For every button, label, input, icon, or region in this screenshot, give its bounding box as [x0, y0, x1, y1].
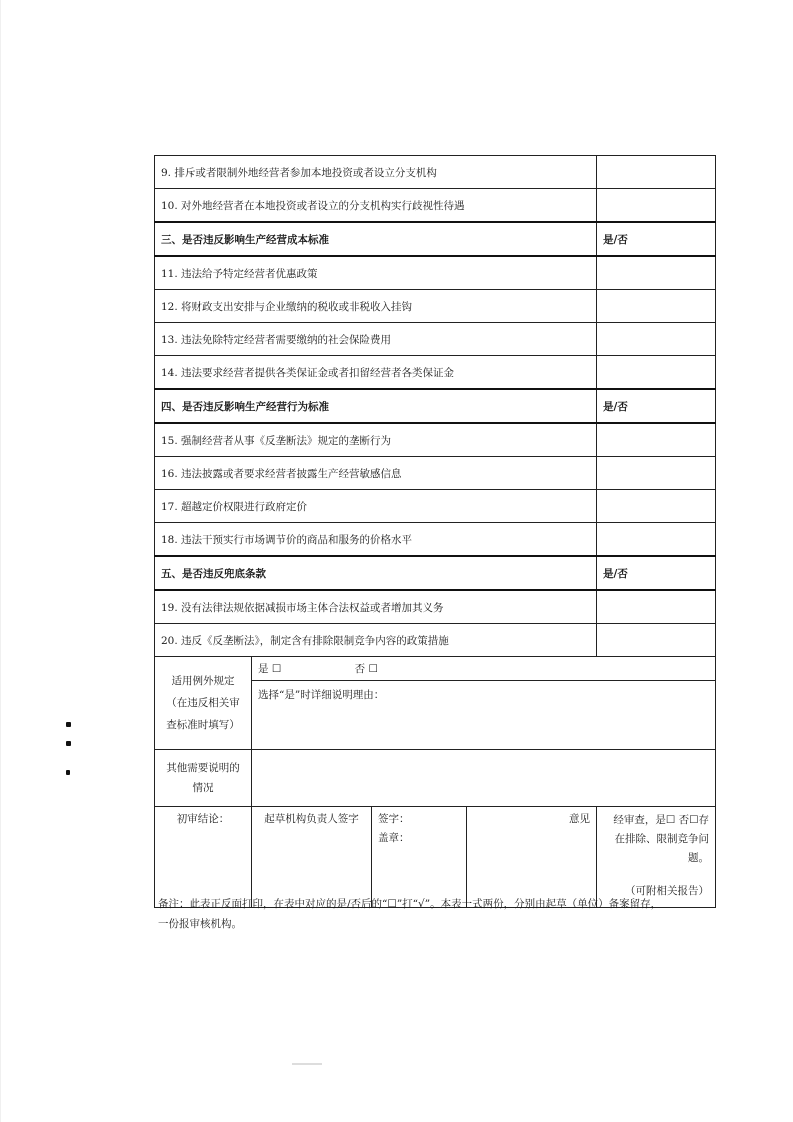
row-label: 13. 违法免除特定经营者需要缴纳的社会保险费用	[155, 323, 597, 356]
footnote: 备注：此表正反面打印，在表中对应的是/否后的“☐”打“√”。本表一式两份，分别由起草（单位）备案留存， 一份报审核机构。	[158, 898, 662, 930]
answer-cell[interactable]	[597, 256, 716, 290]
other-notes-row	[155, 750, 716, 807]
section-header	[155, 222, 716, 256]
answer-cell[interactable]	[597, 323, 716, 356]
table-row	[155, 423, 716, 457]
table-row	[155, 356, 716, 390]
answer-cell[interactable]	[597, 624, 716, 657]
table-row	[155, 290, 716, 323]
answer-cell[interactable]	[597, 490, 716, 523]
section-title: 三、是否违反影响生产经营成本标准	[155, 222, 597, 256]
table-row	[155, 523, 716, 557]
sign-label: 签字：	[378, 813, 410, 825]
review-result-checkbox[interactable]: 经审查，是☐ 否☐存	[613, 814, 710, 826]
row-label: 11. 违法给予特定经营者优惠政策	[155, 256, 597, 290]
answer-cell[interactable]	[597, 290, 716, 323]
binding-mark	[66, 722, 71, 727]
answer-cell[interactable]	[597, 189, 716, 223]
other-notes-field[interactable]	[252, 750, 716, 807]
table-row	[155, 457, 716, 490]
review-result: 经审查，是☐ 否☐存 在排除、限制竞争问 题。 （可附相关报告）	[597, 807, 716, 908]
exception-options	[252, 657, 716, 681]
table-row	[155, 624, 716, 657]
row-label: 12. 将财政支出安排与企业缴纳的税收或非税收入挂钩	[155, 290, 597, 323]
binding-mark	[66, 770, 70, 775]
answer-cell[interactable]	[597, 590, 716, 624]
row-label: 16. 违法披露或者要求经营者披露生产经营敏感信息	[155, 457, 597, 490]
table-row	[155, 490, 716, 523]
table-row	[155, 156, 716, 189]
attach-note: （可附相关报告）	[625, 885, 710, 897]
section-answer-label: 是/否	[597, 556, 716, 590]
section-answer-label: 是/否	[597, 222, 716, 256]
section-header	[155, 556, 716, 590]
review-form-table	[154, 155, 716, 908]
row-label: 19. 没有法律法规依据减损市场主体合法权益或者增加其义务	[155, 590, 597, 624]
seal-label: 盖章：	[378, 832, 410, 844]
signature-field[interactable]	[372, 807, 467, 908]
answer-cell[interactable]	[597, 423, 716, 457]
binding-mark	[66, 741, 71, 746]
exception-reason-prompt: 选择“是”时详细说明理由：	[258, 689, 385, 701]
scan-smudge	[292, 1063, 322, 1065]
table-row	[155, 189, 716, 223]
row-label: 14. 违法要求经营者提供各类保证金或者扣留经营者各类保证金	[155, 356, 597, 390]
table-row	[155, 323, 716, 356]
opinion-label: 意见	[569, 813, 591, 825]
exception-no-checkbox[interactable]: 否 ☐	[354, 663, 378, 675]
table-row	[155, 590, 716, 624]
row-label: 9. 排斥或者限制外地经营者参加本地投资或者设立分支机构	[155, 156, 597, 189]
exception-options-row	[155, 657, 716, 681]
row-label: 18. 违法干预实行市场调节价的商品和服务的价格水平	[155, 523, 597, 557]
answer-cell[interactable]	[597, 356, 716, 390]
row-label: 10. 对外地经营者在本地投资或者设立的分支机构实行歧视性待遇	[155, 189, 597, 223]
answer-cell[interactable]	[597, 156, 716, 189]
exception-reason-field[interactable]	[252, 681, 716, 750]
opinion-field[interactable]	[467, 807, 597, 908]
row-label: 17. 超越定价权限进行政府定价	[155, 490, 597, 523]
exception-yes-checkbox[interactable]: 是 ☐	[258, 663, 282, 675]
section-header	[155, 389, 716, 423]
other-notes-label: 其他需要说明的 情况	[155, 750, 252, 807]
conclusion-label: 初审结论：	[155, 807, 252, 908]
conclusion-row	[155, 807, 716, 908]
section-answer-label: 是/否	[597, 389, 716, 423]
section-title: 四、是否违反影响生产经营行为标准	[155, 389, 597, 423]
section-title: 五、是否违反兜底条款	[155, 556, 597, 590]
row-label: 15. 强制经营者从事《反垄断法》规定的垄断行为	[155, 423, 597, 457]
row-label: 20. 违反《反垄断法》，制定含有排除限制竞争内容的政策措施	[155, 624, 597, 657]
signer-label: 起草机构负责人签字	[252, 807, 372, 908]
exception-label: 适用例外规定 （在违反相关审 查标准时填写）	[155, 657, 252, 750]
answer-cell[interactable]	[597, 457, 716, 490]
table-row	[155, 256, 716, 290]
answer-cell[interactable]	[597, 523, 716, 557]
